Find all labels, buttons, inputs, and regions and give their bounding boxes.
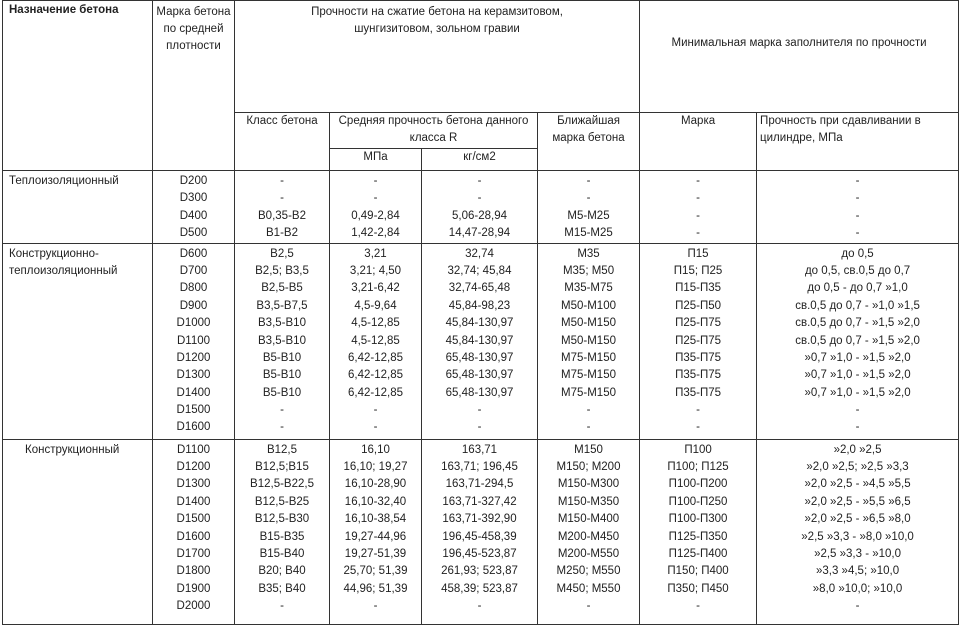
cell-filler: П35-П75: [675, 369, 722, 382]
cell-filler: П125-П350: [668, 530, 728, 543]
cell-filler: -: [696, 192, 700, 205]
cell-filler: П15: [687, 247, 709, 260]
cell-mpa: -: [373, 600, 378, 613]
cell-density: D1100: [176, 443, 211, 456]
cell-grade: М250; М550: [556, 565, 621, 578]
cell-kg: 163,71; 196,45: [441, 460, 518, 473]
cell-mpa: 16,10-28,90: [344, 478, 407, 491]
header-kgcm2: кг/см2: [422, 149, 538, 171]
col-filler-grade: [640, 244, 756, 437]
col-filler-grade: [640, 171, 756, 243]
cell-crush: -: [855, 175, 860, 187]
col-nearest-grade: [538, 171, 639, 243]
cell-mpa: 16,10-32,40: [344, 495, 407, 508]
cell-mpa: -: [373, 421, 378, 434]
cell-crush: »0,7 »1,0 - »1,5 »2,0: [804, 351, 911, 364]
cell-cls: В2,5; В3,5: [255, 264, 309, 277]
cell-kg: 45,84-130,97: [445, 317, 514, 330]
cell-cls: В15-В40: [259, 547, 305, 560]
cell-density: D1400: [176, 495, 211, 508]
cell-density: D300: [179, 192, 208, 205]
cell-kg: -: [477, 600, 482, 613]
header-crush-strength: Прочность при сдавливании в цилиндре, МПа: [757, 113, 959, 171]
cell-grade: М35; М50: [562, 264, 615, 277]
cell-cls: -: [280, 421, 284, 434]
cell-density: D1700: [176, 547, 211, 560]
cell-crush: -: [855, 209, 860, 222]
col-crush-strength: [757, 244, 958, 437]
cell-cls: -: [280, 600, 284, 613]
cell-crush: св.0,5 до 0,7 - »1,0 »1,5: [795, 299, 920, 312]
cell-cls: В12,5: [266, 443, 298, 456]
cell-mpa: 6,42-12,85: [348, 369, 403, 382]
col-filler-grade: [640, 440, 756, 616]
group-structural-insulation: [3, 243, 959, 439]
cell-crush: до 0,5, св.0,5 до 0,7: [804, 264, 911, 277]
cell-grade: -: [586, 192, 591, 205]
cell-density: D1600: [176, 530, 211, 543]
cell-cls: -: [280, 404, 284, 417]
group-purpose: [3, 244, 152, 281]
cell-cls: В5-В10: [262, 369, 302, 382]
cell-kg: 65,48-130,97: [445, 369, 514, 382]
cell-density: D200: [179, 175, 208, 187]
col-crush-strength: [757, 171, 958, 243]
purpose-line: Конструкционно-: [9, 247, 99, 260]
cell-mpa: 16,10: [361, 443, 390, 456]
purpose-line: теплоизоляционный: [9, 264, 118, 277]
cell-density: D1000: [176, 317, 211, 330]
cell-density: D2000: [176, 600, 211, 613]
group-purpose: [3, 171, 152, 190]
cell-grade: М150-М350: [557, 495, 620, 508]
concrete-strength-table: [2, 0, 959, 625]
cell-filler: П100-П250: [668, 495, 728, 508]
cell-cls: В35; В40: [258, 582, 306, 595]
cell-mpa: 4,5-12,85: [351, 334, 400, 347]
cell-filler: П15; П25: [673, 264, 723, 277]
cell-grade: М75-М150: [561, 369, 616, 382]
cell-crush: до 0,5: [841, 247, 874, 260]
purpose-line: Конструкционный: [25, 443, 120, 456]
cell-kg: -: [477, 404, 482, 417]
cell-filler: -: [696, 227, 700, 240]
cell-mpa: 16,10; 19,27: [343, 460, 408, 473]
cell-density: D500: [179, 227, 208, 240]
cell-filler: П350; П450: [667, 582, 729, 595]
cell-filler: П125-П400: [668, 547, 728, 560]
cell-kg: -: [477, 192, 482, 205]
cell-crush: »0,7 »1,0 - »1,5 »2,0: [804, 386, 911, 399]
group-thermal-insulation: [3, 171, 959, 244]
cell-mpa: 4,5-9,64: [354, 299, 397, 312]
strength-title-text: Прочности на сжатие бетона на керамзитовом, шунгизитовом, зольном гравии: [311, 6, 563, 35]
cell-kg: 163,71-294,5: [445, 478, 514, 491]
col-class: [235, 440, 329, 616]
cell-cls: В2,5-В5: [261, 282, 303, 295]
cell-kg: 5,06-28,94: [452, 209, 507, 222]
cell-grade: М150; М200: [556, 460, 621, 473]
cell-grade: М75-М150: [561, 351, 616, 364]
cell-crush: -: [855, 600, 860, 613]
cell-cls: В12,5-В30: [254, 513, 310, 526]
col-kgcm2: [422, 244, 537, 437]
cell-filler: П15-П35: [675, 282, 722, 295]
cell-cls: В15-В35: [259, 530, 305, 543]
header-purpose: Назначение бетона: [3, 1, 153, 171]
cell-filler: П25-П50: [675, 299, 722, 312]
header-strength-title: [235, 1, 640, 113]
cell-mpa: 1,42-2,84: [351, 227, 400, 240]
cell-density: D600: [179, 247, 208, 260]
cell-kg: 261,93; 523,87: [441, 565, 518, 578]
cell-grade: М35-М75: [564, 282, 613, 295]
cell-filler: П25-П75: [675, 317, 722, 330]
cell-filler: П35-П75: [675, 386, 722, 399]
cell-kg: 32,74: [465, 247, 494, 260]
cell-cls: В12,5;В15: [255, 460, 309, 473]
cell-kg: -: [477, 421, 482, 434]
cell-mpa: -: [373, 175, 378, 187]
header-grade-density: Марка бетона по средней плотности: [153, 1, 235, 171]
cell-crush: св.0,5 до 0,7 - »1,5 »2,0: [795, 317, 920, 330]
col-crush-strength: [757, 440, 958, 616]
cell-crush: -: [855, 227, 860, 240]
col-density: [153, 171, 234, 243]
cell-grade: М75-М150: [561, 386, 616, 399]
cell-density: D1200: [176, 351, 211, 364]
cell-density: D1500: [176, 404, 211, 417]
cell-density: D1900: [176, 582, 211, 595]
cell-crush: »2,0 »2,5 - »4,5 »5,5: [804, 478, 911, 491]
cell-filler: -: [696, 175, 700, 187]
cell-grade: М5-М25: [567, 209, 610, 222]
cell-kg: 32,74; 45,84: [447, 264, 512, 277]
col-class: [235, 244, 329, 437]
cell-cls: В3,5-В10: [258, 317, 306, 330]
cell-kg: 14,47-28,94: [448, 227, 511, 240]
cell-kg: 458,39; 523,87: [441, 582, 518, 595]
cell-cls: В3,5-В7,5: [256, 299, 308, 312]
group-structural: [3, 439, 959, 624]
header-avg-strength: Средняя прочность бетона данного класса R: [330, 113, 538, 149]
cell-grade: М150-М300: [557, 478, 620, 491]
cell-crush: »0,7 »1,0 - »1,5 »2,0: [804, 369, 911, 382]
cell-kg: 196,45-458,39: [442, 530, 517, 543]
cell-filler: П25-П75: [675, 334, 722, 347]
cell-density: D1400: [176, 386, 211, 399]
cell-mpa: 4,5-12,85: [351, 317, 400, 330]
header-nearest-grade: Ближайшая марка бетона: [538, 113, 640, 171]
cell-density: D1500: [176, 513, 211, 526]
cell-cls: В2,5: [270, 247, 294, 260]
cell-grade: -: [586, 175, 591, 187]
cell-crush: -: [855, 192, 860, 205]
cell-grade: М35: [577, 247, 600, 260]
cell-crush: »2,0 »2,5 - »5,5 »6,5: [804, 495, 911, 508]
col-kgcm2: [422, 171, 537, 243]
cell-grade: М15-М25: [564, 227, 613, 240]
purpose-line: Теплоизоляционный: [9, 175, 119, 187]
cell-grade: М200-М450: [557, 530, 620, 543]
col-density: [153, 244, 234, 437]
cell-mpa: 3,21-6,42: [351, 282, 400, 295]
cell-kg: 163,71-327,42: [442, 495, 517, 508]
cell-density: D1800: [176, 565, 211, 578]
cell-kg: 196,45-523,87: [442, 547, 517, 560]
cell-crush: »8,0 »10,0; »10,0: [812, 582, 903, 595]
cell-density: D700: [179, 264, 208, 277]
cell-grade: М150-М400: [557, 513, 620, 526]
cell-density: D1200: [176, 460, 211, 473]
cell-density: D1100: [176, 334, 211, 347]
cell-grade: -: [586, 404, 591, 417]
col-mpa: [330, 440, 421, 616]
col-nearest-grade: [538, 440, 639, 616]
cell-cls: В3,5-В10: [258, 334, 306, 347]
cell-grade: М50-М150: [561, 334, 616, 347]
cell-kg: 65,48-130,97: [445, 351, 514, 364]
cell-crush: »2,5 »3,3 - »10,0: [814, 547, 902, 560]
col-mpa: [330, 171, 421, 243]
cell-crush: св.0,5 до 0,7 - »1,5 »2,0: [795, 334, 920, 347]
cell-crush: »3,3 »4,5; »10,0: [815, 565, 900, 578]
group-purpose: [3, 440, 152, 459]
header-mpa: МПа: [330, 149, 422, 171]
cell-crush: »2,0 »2,5 - »6,5 »8,0: [804, 513, 911, 526]
header-filler-title: [640, 1, 959, 113]
cell-kg: 163,71-392,90: [442, 513, 517, 526]
cell-kg: 32,74-65,48: [448, 282, 511, 295]
col-nearest-grade: [538, 244, 639, 437]
cell-density: D900: [179, 299, 208, 312]
cell-crush: до 0,5 - до 0,7 »1,0: [807, 282, 908, 295]
col-mpa: [330, 244, 421, 437]
cell-mpa: 16,10-38,54: [344, 513, 407, 526]
cell-cls: В1-В2: [266, 227, 298, 240]
cell-crush: -: [855, 421, 860, 434]
cell-density: D1300: [176, 369, 211, 382]
cell-cls: В20; В40: [258, 565, 306, 578]
cell-cls: В5-В10: [262, 386, 302, 399]
cell-density: D1600: [176, 421, 211, 434]
cell-filler: П100; П125: [667, 460, 729, 473]
cell-mpa: 6,42-12,85: [348, 386, 403, 399]
cell-grade: М50-М100: [561, 299, 616, 312]
cell-grade: М50-М150: [561, 317, 616, 330]
cell-filler: П100-П300: [668, 513, 728, 526]
cell-cls: В0,35-В2: [258, 209, 306, 222]
cell-kg: 45,84-98,23: [448, 299, 511, 312]
cell-crush: »2,5 »3,3 - »8,0 »10,0: [801, 530, 914, 543]
cell-crush: -: [855, 404, 860, 417]
cell-density: D800: [179, 282, 208, 295]
cell-mpa: 19,27-44,96: [344, 530, 407, 543]
cell-mpa: 3,21: [364, 247, 387, 260]
cell-grade: М450; М550: [556, 582, 621, 595]
cell-mpa: 19,27-51,39: [344, 547, 407, 560]
cell-density: D1300: [176, 478, 211, 491]
cell-mpa: 44,96; 51,39: [343, 582, 408, 595]
cell-mpa: -: [373, 192, 378, 205]
cell-grade: -: [586, 421, 591, 434]
cell-kg: 65,48-130,97: [445, 386, 514, 399]
cell-crush: »2,0 »2,5; »2,5 »3,3: [806, 460, 909, 473]
cell-filler: -: [696, 421, 700, 434]
cell-filler: П100-П200: [668, 478, 728, 491]
cell-kg: 45,84-130,97: [445, 334, 514, 347]
cell-mpa: 0,49-2,84: [351, 209, 400, 222]
cell-filler: П100: [684, 443, 712, 456]
cell-crush: »2,0 »2,5: [833, 443, 882, 456]
cell-mpa: 3,21; 4,50: [349, 264, 402, 277]
header-class: Класс бетона: [235, 113, 330, 171]
header-filler-grade: Марка: [640, 113, 757, 171]
cell-mpa: 25,70; 51,39: [343, 565, 408, 578]
col-class: [235, 171, 329, 243]
cell-density: D400: [179, 209, 208, 222]
filler-title-text: Минимальная марка заполнителя по прочности: [671, 36, 927, 49]
col-density: [153, 440, 234, 616]
cell-filler: -: [696, 600, 700, 613]
cell-grade: М150: [574, 443, 603, 456]
cell-kg: 163,71: [461, 443, 498, 456]
cell-filler: -: [696, 209, 700, 222]
col-kgcm2: [422, 440, 537, 616]
cell-cls: В5-В10: [262, 351, 302, 364]
cell-cls: -: [280, 192, 284, 205]
cell-mpa: 6,42-12,85: [348, 351, 403, 364]
cell-cls: В12,5-В25: [254, 495, 310, 508]
cell-kg: -: [477, 175, 482, 187]
cell-filler: -: [696, 404, 700, 417]
cell-grade: М200-М550: [557, 547, 620, 560]
cell-filler: П35-П75: [675, 351, 722, 364]
cell-grade: -: [586, 600, 591, 613]
cell-mpa: -: [373, 404, 378, 417]
cell-cls: -: [280, 175, 284, 187]
cell-filler: П150; П400: [667, 565, 729, 578]
cell-cls: В12,5-В22,5: [250, 478, 314, 491]
